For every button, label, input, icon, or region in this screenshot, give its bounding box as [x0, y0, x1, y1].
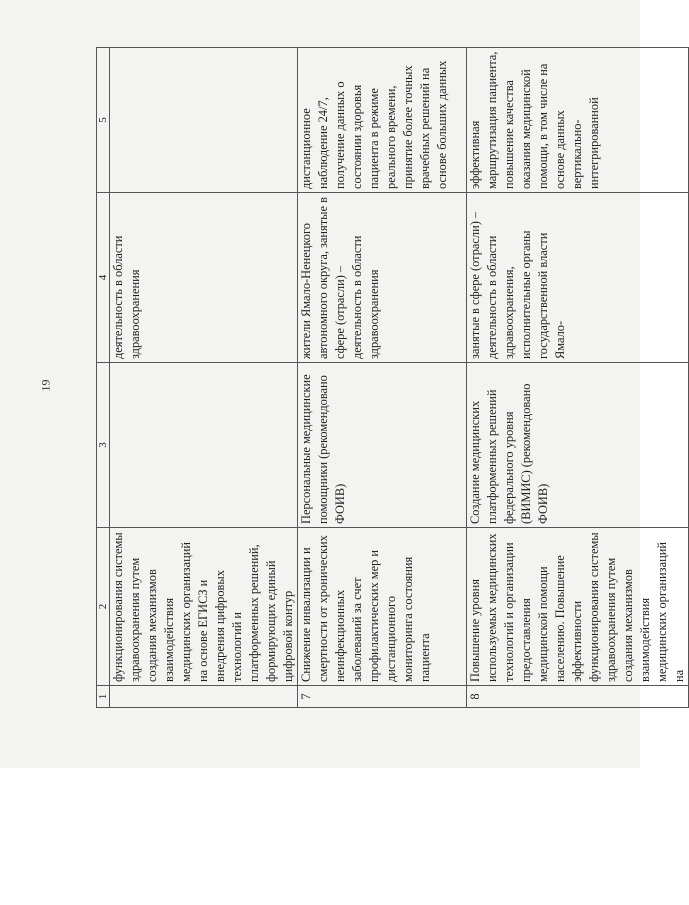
col-header-4: 4	[97, 193, 110, 363]
page-number: 19	[38, 379, 53, 392]
bottom-margin	[0, 768, 640, 905]
col-header-1: 1	[97, 686, 110, 708]
col-header-5: 5	[97, 48, 110, 193]
goal-cell: функционирования системы здравоохранения путем создания механизмов взаимодействия медицинских организаций на основе ЕГИСЗ и внедрения цифровых технологий и платформенных решений, формирующих единый цифровой контур	[110, 528, 298, 686]
participants-cell: деятельность в области здравоохранения	[110, 193, 298, 363]
col-header-3: 3	[97, 363, 110, 528]
row-number: 7	[298, 686, 467, 708]
goal-cell: Повышение уровня используемых медицинских технологий и организации предоставления медицинской помощи населению. Повышение эффективности функционирования системы здравоохранения путем создания механизмов взаимодействия медицинских организаций на	[467, 528, 689, 686]
col-header-2: 2	[97, 528, 110, 686]
measure-cell: Создание медицинских платформенных решений федерального уровня (ВИМИС) (рекомендовано ФОИВ)	[467, 363, 689, 528]
effect-cell	[110, 48, 298, 193]
measure-cell: Персональные медицинские помощники (рекомендовано ФОИВ)	[298, 363, 467, 528]
table-header-row	[97, 48, 110, 708]
effect-cell: эффективная маршрутизация пациента, повышение качества оказания медицинской помощи, в том числе на основе данных вертикально-интегрированной	[467, 48, 689, 193]
table-row	[467, 48, 689, 708]
row-number: 8	[467, 686, 689, 708]
goal-cell: Снижение инвализации и смертности от хронических неинфекционных заболеваний за счет профилактических мер и дистанционного мониторинга состояния пациента	[298, 528, 467, 686]
measures-table	[96, 47, 689, 708]
table-row	[298, 48, 467, 708]
effect-cell: дистанционное наблюдение 24/7, получение данных о состоянии здоровья пациента в режиме реального времени, принятие более точных врачебных решений на основе больших данных	[298, 48, 467, 193]
participants-cell: жители Ямало-Ненецкого автономного округа, занятые в сфере (отрасли) – деятельность в области здравоохранения	[298, 193, 467, 363]
participants-cell: занятые в сфере (отрасли) – деятельность в области здравоохранения, исполнительные органы государственной власти Ямало-	[467, 193, 689, 363]
rotated-table-container	[96, 48, 686, 708]
table-row	[110, 48, 298, 708]
measure-cell	[110, 363, 298, 528]
row-number	[110, 686, 298, 708]
